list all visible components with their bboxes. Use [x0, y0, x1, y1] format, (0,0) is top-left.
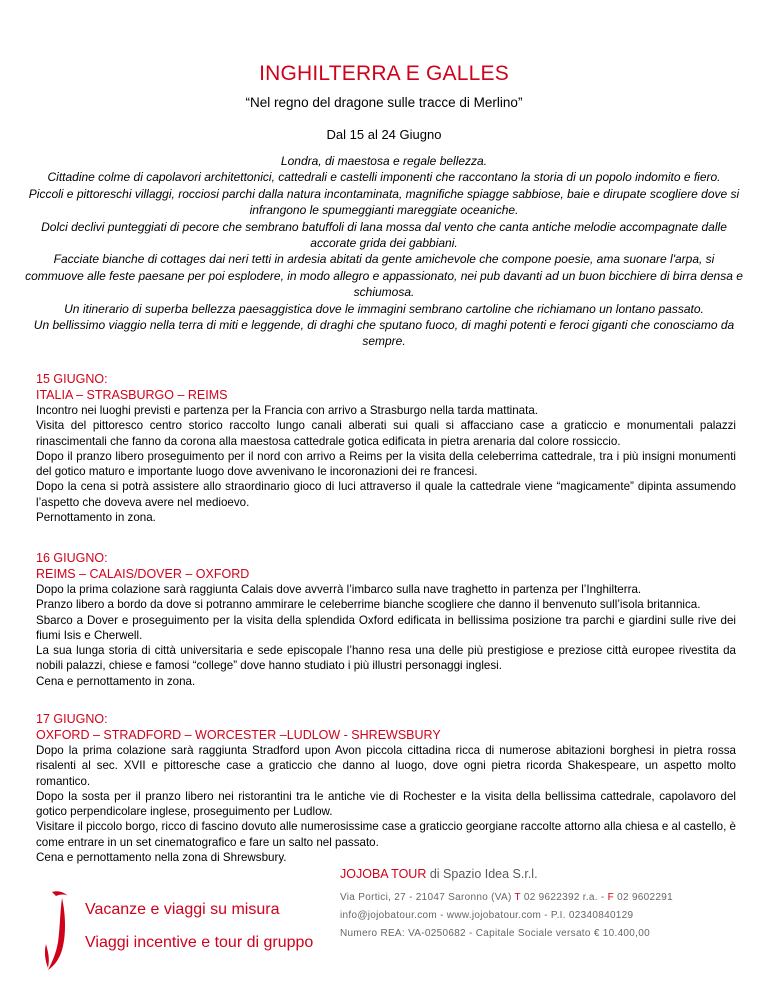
day-paragraph: Dopo la prima colazione sarà raggiunta Calais dove avverrà l’imbarco sulla nave traghetto in partenza per l’Inghilterra.: [36, 583, 642, 596]
company-address: [340, 892, 673, 903]
day-paragraph: Visita del pittoresco centro storico raccolto lungo canali alberati sui quali si affacciano case a graticcio e monumentali palazzi rinascimentali che fanno da corona alla maestosa cattedrale gotica edificata in pietra arenaria dal colore rossiccio.: [36, 419, 736, 448]
intro-text: [24, 153, 744, 350]
day-paragraph: Pranzo libero a bordo da dove si potranno ammirare le celeberrime bianche scogliere che danno il benvenuto sull’isola britannica.: [36, 598, 701, 612]
day-paragraph: Dopo la sosta per il pranzo libero nei ristorantini tra le antiche vie di Rochester e la visita della bellissima cattedrale, capolavoro del gotico perpendicolare inglese, proseguimento per Ludlow.: [36, 789, 736, 819]
day-section: [36, 372, 736, 525]
day-paragraph: Dopo il pranzo libero proseguimento per il nord con arrivo a Reims per la visita della celeberrima cattedrale, tra i più insigni monumenti del gotico maturo e importante luogo dove avvenivano le incoronazioni dei re francesi.: [36, 449, 736, 479]
phone-number: 02 9622392 r.a. -: [520, 892, 608, 903]
tagline-group-tours: Viaggi incentive e tour di gruppo: [85, 934, 314, 951]
day-paragraph: Incontro nei luoghi previsti e partenza per la Francia con arrivo a Strasburgo nella tarda mattinata.: [36, 404, 539, 417]
fax-number: 02 9602291: [614, 892, 673, 903]
intro-line: Facciate bianche di cottages dai neri tetti in ardesia abitati da gente amichevole che compone poesie, ama suonare l'arpa, si commuove alle feste paesane per poi esplodere, in modo allegro e appassionato, nei pub davanti ad un buon bicchiere di birra densa e schiumosa.: [25, 252, 743, 300]
intro-line: Dolci declivi punteggiati di pecore che sembrano batuffoli di lana mossa dal vento che canta antiche melodie accompagnate dalle accorate grida dei gabbiani.: [41, 219, 727, 251]
intro-line: Piccoli e pittoreschi villaggi, rocciosi parchi dalla natura incontaminata, magnifiche spiagge sabbiose, baie e dirupate scogliere dove si infrangono le spumeggianti mareggiate oceaniche.: [28, 186, 740, 218]
day-date: 17 GIUGNO:: [36, 712, 108, 726]
day-route: REIMS – CALAIS/DOVER – OXFORD: [36, 566, 250, 581]
day-paragraph: Sbarco a Dover e proseguimento per la visita della splendida Oxford edificata in bellissima posizione tra parchi e giardini sulle rive dei fiumi Isis e Cherwell.: [36, 613, 736, 642]
day-route: ITALIA – STRASBURGO – REIMS: [36, 387, 228, 402]
day-paragraph: Dopo la cena si potrà assistere allo straordinario gioco di luci attraverso il quale la cattedrale viene “magicamente” dipinta assumendo l’aspetto che doveva avere nel medioevo.: [36, 480, 736, 509]
jojoba-logo-icon: [42, 888, 74, 973]
phone-label: T: [514, 892, 521, 903]
day-paragraph: Dopo la prima colazione sarà raggiunta Stradford upon Avon piccola cittadina ricca di numerose abitazioni borghesi in pietra rossa risalenti al sec. XVII e pittoresche case a graticcio che danno al luogo, dove ogni pietra ricorda Shakespeare, un aspetto molto romantico.: [36, 744, 736, 788]
travel-dates: Dal 15 al 24 Giugno: [326, 127, 442, 142]
tagline-custom-travel: Vacanze e viaggi su misura: [85, 901, 280, 918]
company-contacts: info@jojobatour.com - www.jojobatour.com - P.I. 02340840129: [340, 910, 634, 921]
day-date: 16 GIUGNO:: [36, 551, 108, 565]
page-subtitle: “Nel regno del dragone sulle tracce di Merlino”: [245, 95, 523, 110]
intro-line: Londra, di maestosa e regale bellezza.: [280, 154, 488, 168]
company-legal: di Spazio Idea S.r.l.: [426, 867, 538, 881]
intro-line: Un bellissimo viaggio nella terra di miti e leggende, di draghi che sputano fuoco, di maghi potenti e feroci giganti che conosciamo da sempre.: [33, 318, 735, 349]
day-section: [36, 712, 736, 865]
company-registration: Numero REA: VA-0250682 - Capitale Sociale versato € 10.400,00: [340, 928, 650, 939]
day-paragraph: Pernottamento in zona.: [36, 511, 156, 525]
day-date: 15 GIUGNO:: [36, 372, 108, 386]
intro-line: Un itinerario di superba bellezza paesaggistica dove le immagini sembrano cartoline che richiamano un lontano passato.: [64, 301, 704, 316]
company-brand: JOJOBA TOUR: [340, 867, 427, 881]
day-route: OXFORD – STRADFORD – WORCESTER –LUDLOW - SHREWSBURY: [36, 727, 441, 742]
day-paragraph: La sua lunga storia di città universitaria e sede episcopale l’hanno resa una delle più prestigiose e preziose città europee rivestita da nobili palazzi, chiese e famosi “college” dove hanno studiato i più illustri personaggi inglesi.: [36, 644, 736, 673]
intro-line: Cittadine colme di capolavori architettonici, cattedrali e castelli imponenti che raccontano la storia di un popolo indomito e fiero.: [47, 170, 721, 185]
day-paragraph: Visitare il piccolo borgo, ricco di fascino dovuto alle numerosissime case a graticcio georgiane raccolte attorno alla chiesa e al castello, è come entrare in un set cinematografico e fare un salto nel passato.: [36, 820, 736, 849]
day-paragraph: Cena e pernottamento nella zona di Shrewsbury.: [36, 851, 287, 865]
day-paragraph: Cena e pernottamento in zona.: [36, 674, 196, 688]
address-text: Via Portici, 27 - 21047 Saronno (VA): [340, 892, 515, 903]
day-section: [36, 551, 736, 689]
page-title: INGHILTERRA E GALLES: [259, 62, 509, 85]
company-name: [340, 867, 538, 881]
fax-label: F: [607, 892, 615, 903]
